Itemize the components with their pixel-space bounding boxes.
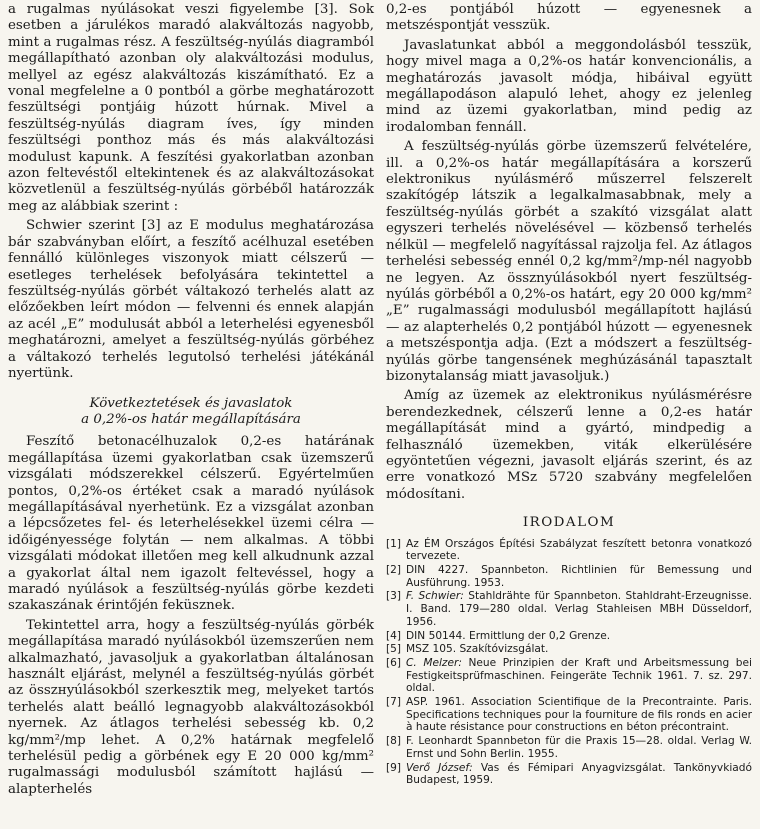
reference-item (386, 538, 752, 563)
paragraph: a rugalmas nyúlásokat veszi figyelembe [3]. Sok esetben a járulékos maradó alakváltozás nagyobb, mint a rugalmas rész. A feszültség-nyúlás diagramból megállapítható azonban oly alakváltozási modulus, mellyel az egész alakváltozás kiszámítható. Ez a vonal megfelelne a 0 pontból a görbe meghatározott feszültségi pontjáig húzott húrnak. Mivel a feszültség-nyúlás diagram íves, így minden feszültségi ponthoz más és más alakváltozási modulust kapunk. A feszítési gyakorlatban azonban azon feltevéstől eltekintenek és az alakváltozásokat közvetlenül a feszültség-nyúlás görbéből határozzák meg az alábbiak szerint : (8, 2, 374, 214)
reference-text: DIN 4227. Spannbeton. Richtlinien für Bemessung und Ausführung. 1953. (406, 564, 752, 589)
paragraph: Schwier szerint [3] az E modulus meghatározása bár szabványban előírt, a feszítő acélhuzal esetében fennálló különleges viszonyok miatt célszerű — esetleges terhelések befolyására tekintettel a feszültség-nyúlás görbét váltakozó terhelés alatt az előzőekben leírt módon — felvenni és ennek alapján az acél „E” modulusát abból a leterhelési egyenesből meghatározni, amelyet a feszültség-nyúlás görbéhez a váltakozó terhelés legutolsó terhelési játékánál nyertünk. (8, 218, 374, 381)
reference-text: ASP. 1961. Association Scientifique de la Precontrainte. Paris. Specifications techniques pour la fourniture de fils ronds en acier à haute résistance pour constructions en béton précontraint. (406, 696, 752, 734)
reference-number: [8] (386, 735, 402, 748)
paragraph: Feszítő betonacélhuzalok 0,2-es határának megállapítása üzemi gyakorlatban csak üzemszerű vizsgálati módszerekkel célszerű. Egyértelműen pontos, 0,2%-os értéket csak a maradó nyúlások megállapításával nyerhetünk. Ez a vizsgálat azonban a lépcsőzetes fel- és leterhelésekkel üzemi célra — időigényessége folytán — nem alkalmas. A többi vizsgálati módokat illetően meg kell alkudnunk azzal a gyakorlat által nem igazolt feltevéssel, hogy a maradó nyúlások a feszültség-nyúlás görbe kezdeti szakaszának érintőjén feküsznek. (8, 434, 374, 614)
reference-number: [9] (386, 761, 402, 774)
reference-item (386, 643, 752, 656)
reference-number: [6] (386, 656, 402, 669)
reference-author: Verő József: (406, 761, 473, 774)
paragraph: 0,2-es pontjából húzott — egyenesnek a metszéspontját vesszük. (386, 2, 752, 34)
paragraph: Javaslatunkat abból a meggondolásból tesszük, hogy mivel maga a 0,2%-os határ konvencionális, a meghatározás javasolt módja, hibáival együtt megállapodáson alapuló lehet, ahogy ez jelenleg mind az üzemi gyakorlatban, mind pedig az irodalomban fennáll. (386, 37, 752, 135)
reference-item (386, 735, 752, 760)
reference-item (386, 657, 752, 695)
reference-text: DIN 50144. Ermittlung der 0,2 Grenze. (406, 629, 611, 642)
left-column (8, 2, 374, 798)
reference-number: [1] (386, 537, 402, 550)
reference-number: [3] (386, 590, 402, 603)
paragraph: Amíg az üzemek az elektronikus nyúlásmérésre berendezkednek, célszerű lenne a 0,2-es határ megállapítását mind a gyártó, mindpedig a felhasználó üzemekben, viták elkerülésére egyöntetűen végezni, javasolt eljárás szerint, és az erre vonatkozó MSz 5720 szabvány megfelelően módosítani. (386, 388, 752, 502)
reference-text: MSZ 105. Szakítóvizsgálat. (406, 643, 549, 656)
section-heading (8, 396, 374, 428)
reference-author: F. Schwier: (406, 590, 464, 603)
reference-item (386, 630, 752, 643)
reference-item (386, 590, 752, 628)
reference-number: [7] (386, 696, 402, 709)
reference-item (386, 564, 752, 589)
reference-number: [2] (386, 564, 402, 576)
references-title: IRODALOM (522, 515, 616, 531)
section-heading-line: a 0,2%-os határ megállapítására (81, 412, 301, 428)
paragraph: Tekintettel arra, hogy a feszültség-nyúlás görbék megállapítása maradó nyúlásokból üzemszerűen nem alkalmazható, javasoljuk a gyakorlatban általánosan használt eljárást, melynél a feszültség-nyúlás görbét az összнyúlásokból szerkesztik meg, melyeket tartós terhelés alatt beálló legnagyobb alakváltozásokból nyernek. Az átlagos terhelési sebesség kb. 0,2 kg/mm²/mp lehet. A 0,2% határnak megfelelő terhelésül pedig a görbének egy E 20 000 kg/mm² rugalmassági modulusból számított hajlású — alapterhelés (8, 617, 374, 797)
reference-item (386, 762, 752, 787)
reference-number: [4] (386, 629, 402, 642)
references-list (386, 538, 752, 787)
reference-item (386, 696, 752, 734)
section-heading-line: Következtetések és javaslatok (89, 396, 293, 412)
paragraph: A feszültség-nyúlás görbe üzemszerű felvételére, ill. a 0,2%-os határ megállapítására a korszerű elektronikus nyúlásmérő műszerrel felszerelt szakítógép látszik a legalkalmasabbnak, mely a feszültség-nyúlás görbét a szakító vizsgálat alatt egyszeri terhelés növelésével — közbenső terhelés nélkül — megfelelő nagyítással rajzolja fel. Az átlagos terhelési sebesség ennél 0,2 kg/mm²/mp-nél nagyobb ne legyen. Az össznyúlásokból nyert feszültség-nyúlás görbéből a 0,2%-os határt, egy 20 000 kg/mm² „E” rugalmassági modulusból megállapított hajlású — az alapterhelés 0,2 pontjából húzott — egyenesnek a metszéspontja adja. (Ezt a módszert a feszültség-nyúlás görbe tangensének meghúzásánál tapasztalt bizonytalanság miatt javasoljuk.) (386, 139, 752, 384)
reference-author: C. Melzer: (406, 656, 462, 669)
reference-text: Az ÉM Országos Építési Szabályzat feszített betonra vonatkozó tervezete. (406, 537, 752, 563)
reference-number: [5] (386, 643, 402, 656)
reference-text: Neue Prinzipien der Kraft und Arbeitsmessung bei Festigkeitsprüfmaschinen. Feingeräte Technik 1961. 7. sz. 297. oldal. (406, 656, 752, 695)
reference-text: F. Leonhardt Spannbeton für die Praxis 15—28. oldal. Verlag W. Ernst und Sohn Berlin. 1955. (406, 735, 752, 760)
reference-text: Vas és Fémipari Anyagvizsgálat. Tankönyvkiadó Budapest, 1959. (406, 761, 752, 787)
right-column (386, 2, 752, 788)
reference-text: Stahldrähte für Spannbeton. Stahldraht-Erzeugnisse. I. Band. 179—280 oldal. Verlag Stahleisen MBH Düsseldorf, 1956. (406, 590, 752, 628)
